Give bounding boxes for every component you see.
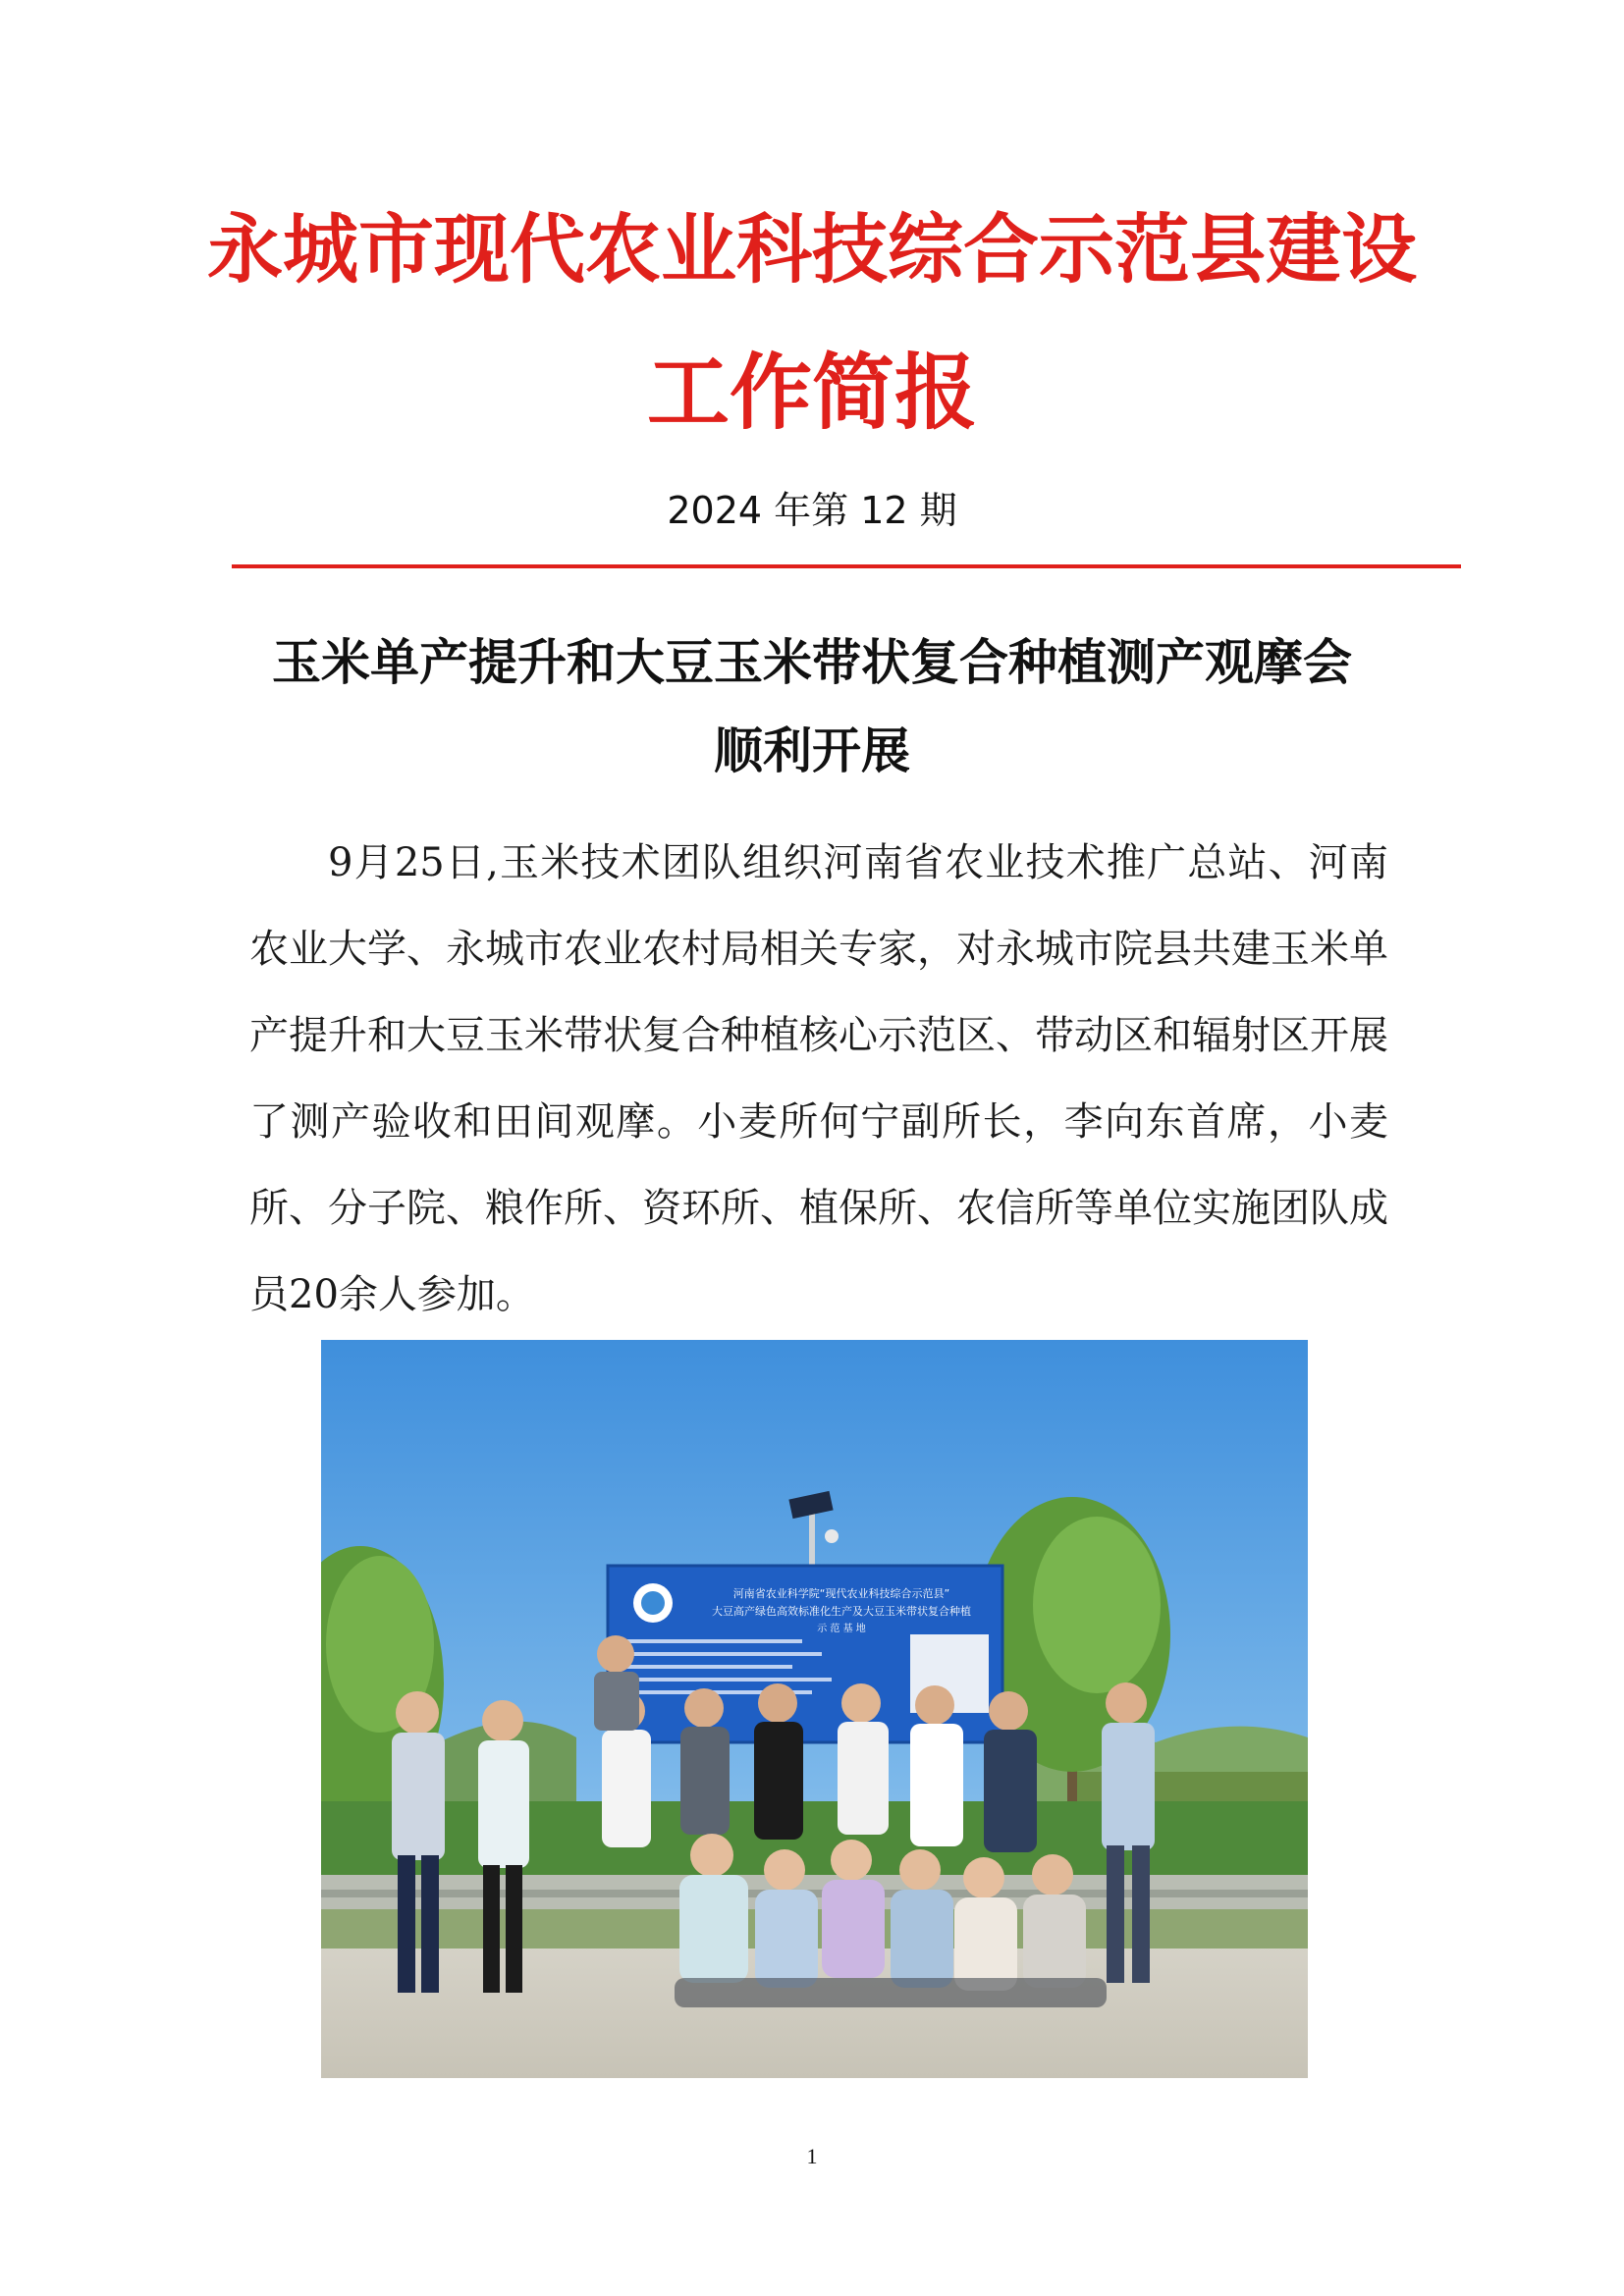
article-body: 9月25日,玉米技术团队组织河南省农业技术推广总站、河南农业大学、永城市农业农村局相关专家，对永城市院县共建玉米单产提升和大豆玉米带状复合种植核心示范区、带动区和辐射区开展了测产验收和田间观摩。小麦所何宁副所长，李向东首席，小麦所、分子院、粮作所、资环所、植保所、农信所等单位实施团队成员20余人参加。 bbox=[249, 840, 1388, 1317]
article-title-line1: 玉米单产提升和大豆玉米带状复合种植测产观摩会 bbox=[272, 633, 1352, 691]
issue-number: 2024 年第 12 期 bbox=[667, 489, 957, 532]
board-text-line1: 河南省农业科学院“现代农业科技综合示范县” bbox=[732, 1587, 950, 1600]
article-title-line2: 顺利开展 bbox=[714, 721, 910, 779]
masthead-title-line1: 永城市现代农业科技综合示范县建设 bbox=[207, 206, 1417, 294]
page-number: 1 bbox=[806, 2144, 818, 2168]
board-text-line3: 示 范 基 地 bbox=[817, 1624, 866, 1634]
masthead-title-line2: 工作简报 bbox=[646, 344, 977, 441]
masthead-divider bbox=[232, 564, 1461, 568]
group-photo bbox=[321, 1340, 1308, 2078]
board-text-line2: 大豆高产绿色高效标准化生产及大豆玉米带状复合种植 bbox=[712, 1605, 971, 1618]
